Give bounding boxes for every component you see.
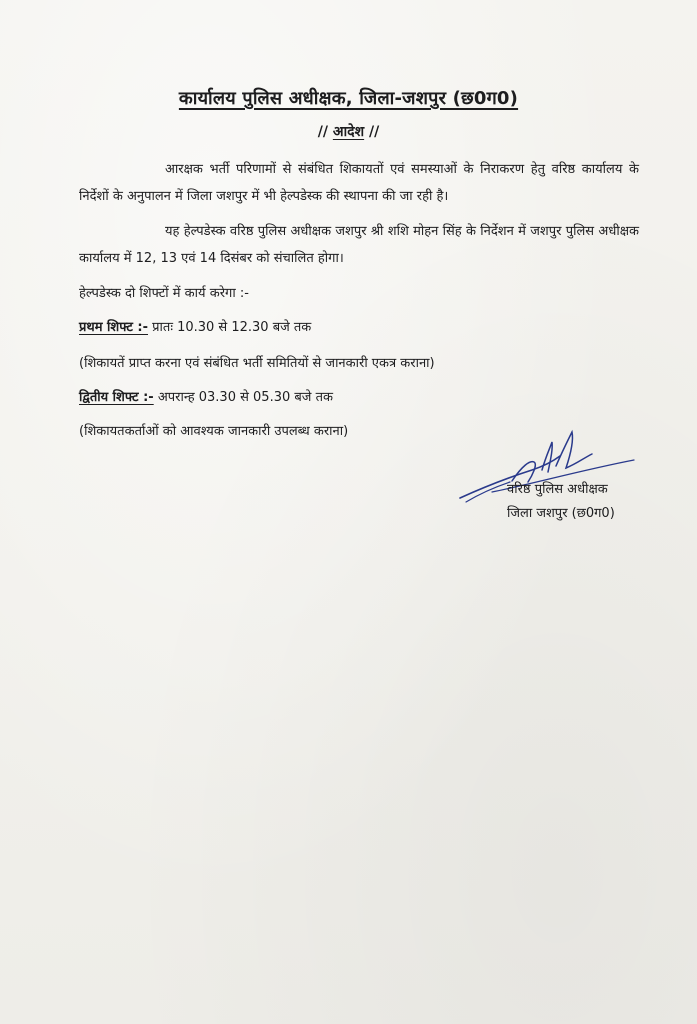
second-shift-label: द्वितीय शिफ्ट :- (79, 390, 154, 405)
paragraph-2 (79, 218, 639, 272)
paragraph-1-text: आरक्षक भर्ती परिणामों से संबंधित शिकायतों एवं समस्याओं के निराकरण हेतु वरिष्ठ कार्यालय के निर्देशों के अनुपालन में जिला जशपुर में भी हेल्पडेस्क की स्थापना की जा रही है। (79, 162, 639, 204)
paragraph-1 (79, 156, 639, 210)
order-heading (0, 122, 697, 141)
second-shift-description: (शिकायतकर्ताओं को आवश्यक जानकारी उपलब्ध कराना) (79, 424, 349, 439)
second-shift-line (79, 388, 333, 408)
order-title: आदेश (332, 124, 365, 140)
signatory-district: जिला जशपुर (छ0ग0) (507, 506, 615, 521)
first-shift-time: प्रातः 10.30 से 12.30 बजे तक (148, 320, 312, 335)
order-prefix: // (317, 124, 333, 140)
first-shift-label: प्रथम शिफ्ट :- (79, 320, 149, 335)
office-heading (0, 86, 697, 110)
office-title: कार्यालय पुलिस अधीक्षक, जिला-जशपुर (छ0ग0) (178, 88, 519, 109)
first-shift-description: (शिकायतें प्राप्त करना एवं संबंधित भर्ती समितियों से जानकारी एकत्र कराना) (79, 356, 435, 371)
paragraph-2-text: यह हेल्पडेस्क वरिष्ठ पुलिस अधीक्षक जशपुर श्री शशि मोहन सिंह के निर्देशन में जशपुर पुलिस अधीक्षक कार्यालय में 12, 13 एवं 14 दिसंबर को संचालित होगा। (79, 224, 639, 266)
second-shift-time: अपरान्ह 03.30 से 05.30 बजे तक (153, 390, 333, 405)
shifts-intro: हेल्पडेस्क दो शिफ्टों में कार्य करेगा :- (79, 286, 249, 301)
first-shift-line (79, 318, 311, 338)
signatory-block (507, 478, 615, 526)
order-suffix: // (364, 124, 380, 140)
signatory-designation: वरिष्ठ पुलिस अधीक्षक (507, 482, 608, 497)
